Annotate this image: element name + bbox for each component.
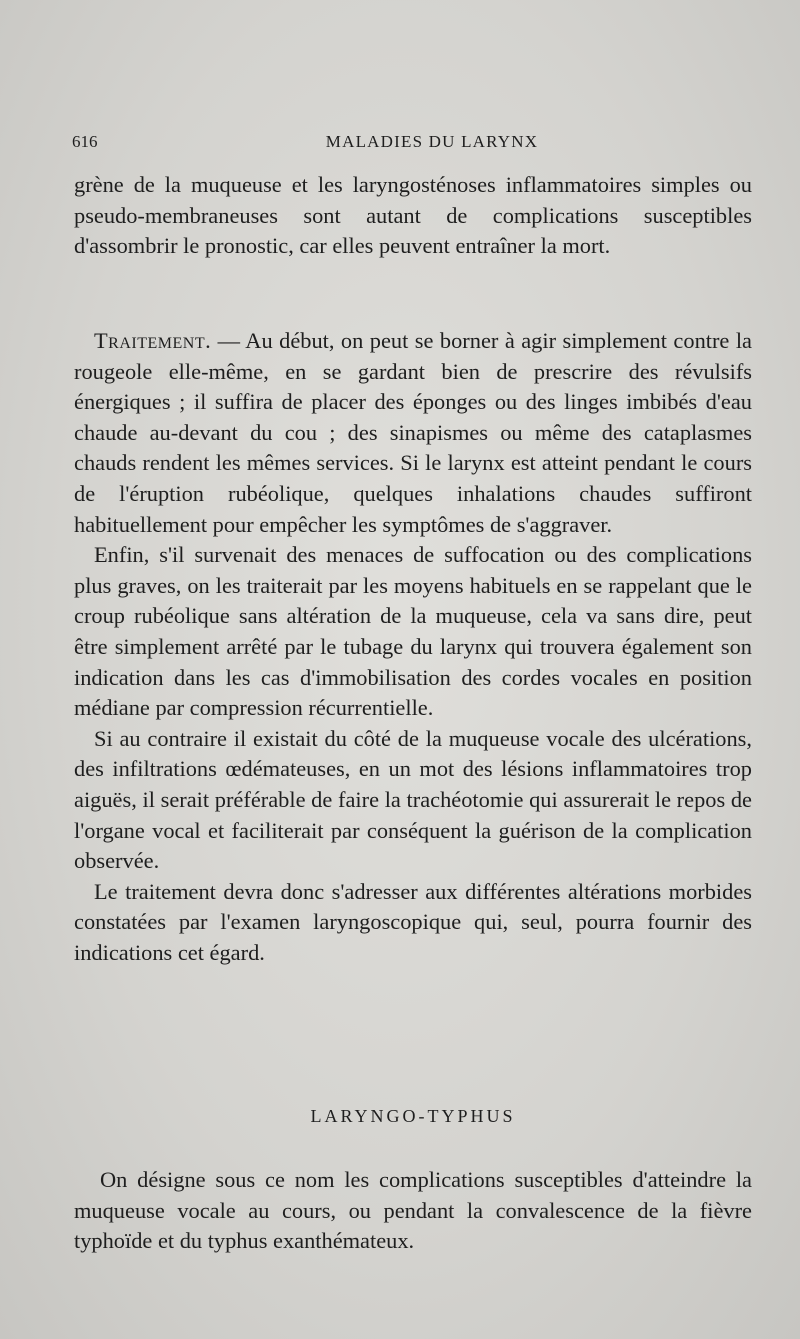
laryngo-typhus-section (74, 1165, 752, 1257)
continuation-block (74, 170, 752, 262)
laryngo-typhus-paragraph: On désigne sous ce nom les complications susceptibles d'atteindre la muqueuse vocale au cours, ou pendant la convalescence de la fièvre typhoïde et du typhus exanthémateux. (74, 1167, 752, 1254)
traitement-section (74, 326, 752, 968)
continuation-paragraph: grène de la muqueuse et les laryngosténoses inflammatoires simples ou pseudo-membraneuses sont autant de complications susceptibles d'assombrir le pronostic, car elles peuvent entraîner la mort. (74, 172, 752, 259)
page-number: 616 (72, 132, 98, 151)
page-header (72, 128, 752, 158)
traitement-paragraph-2: Enfin, s'il survenait des menaces de suffocation ou des complications plus graves, on les traiterait par les moyens habituels en se rappelant que le croup rubéolique sans altération de la muqueuse, cela va sans dire, peut être simplement arrêté par le tubage du larynx qui trouvera également son indication dans les cas d'immobilisation des cordes vocales en position médiane par compression récurrentielle. (74, 542, 752, 721)
section-heading: LARYNGO-TYPHUS (310, 1106, 516, 1126)
running-title: MALADIES DU LARYNX (325, 132, 539, 151)
traitement-lead-word: Traitement. (94, 328, 212, 353)
traitement-paragraph-4: Le traitement devra donc s'adresser aux différentes altérations morbides constatées par l'examen laryngoscopique qui, seul, pourra fournir des indications cet égard. (74, 878, 752, 965)
traitement-paragraph-1-text: — Au début, on peut se borner à agir simplement contre la rougeole elle-même, en se gardant bien de prescrire des révulsifs énergiques ; il suffira de placer des éponges ou des linges imbibés d'eau chaude au-devant du cou ; des sinapismes ou même des cataplasmes chauds rendent les mêmes services. Si le larynx est atteint pendant le cours de l'éruption rubéolique, quelques inhalations chaudes suffiront habituellement pour empêcher les symptômes de s'aggraver. (74, 328, 752, 537)
traitement-paragraph-3: Si au contraire il existait du côté de la muqueuse vocale des ulcérations, des infiltrations œdémateuses, en un mot des lésions inflammatoires trop aiguës, il serait préférable de faire la trachéotomie qui assurerait le repos de l'organe vocal et faciliterait par conséquent la guérison de la complication observée. (74, 725, 752, 874)
traitement-paragraph-1 (74, 326, 752, 540)
